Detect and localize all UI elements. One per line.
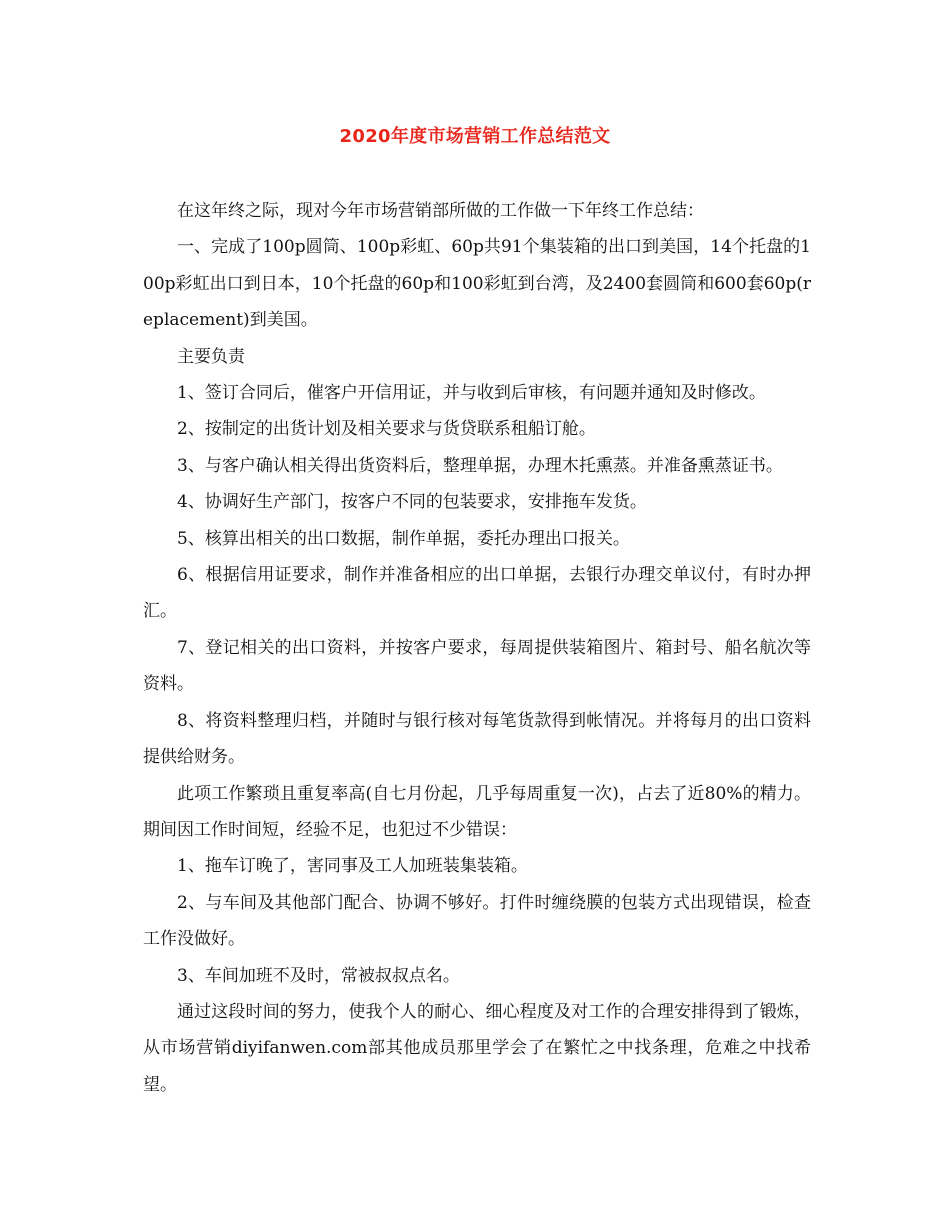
responsibility-item: 3、与客户确认相关得出货资料后，整理单据，办理木托熏蒸。并准备熏蒸证书。 — [177, 455, 783, 476]
responsibility-item: 6、根据信用证要求，制作并准备相应的出口单据，去银行办理交单议付，有时办押汇。 — [143, 565, 811, 622]
paragraph-achievements: 一、完成了100p圆筒、100p彩虹、60p共91个集装箱的出口到美国，14个托盘的100p彩虹出口到日本，10个托盘的60p和100彩虹到台湾，及2400套圆筒和600套60p(replacement)到美国。 — [143, 237, 811, 331]
responsibility-item: 1、签订合同后，催客户开信用证，并与收到后审核，有问题并通知及时修改。 — [177, 383, 766, 404]
mistake-item: 3、车间加班不及时，常被叔叔点名。 — [177, 965, 460, 986]
responsibility-item: 4、协调好生产部门，按客户不同的包装要求，安排拖车发货。 — [177, 492, 647, 513]
responsibility-item: 2、按制定的出货计划及相关要求与货贷联系租船订舱。 — [177, 419, 596, 440]
mistake-item: 1、拖车订晚了，害同事及工人加班装集装箱。 — [177, 856, 528, 877]
paragraph-workload: 此项工作繁琐且重复率高(自七月份起，几乎每周重复一次)，占去了近80%的精力。期间因工作时间短，经验不足，也犯过不少错误： — [143, 783, 811, 840]
mistake-item: 2、与车间及其他部门配合、协调不够好。打件时缠绕膜的包装方式出现错误，检查工作没做好。 — [143, 892, 811, 950]
responsibility-item: 5、核算出相关的出口数据，制作单据，委托办理出口报关。 — [177, 528, 630, 549]
document-body — [143, 193, 811, 1103]
paragraph-intro: 在这年终之际，现对今年市场营销部所做的工作做一下年终工作总结： — [177, 201, 704, 221]
paragraph-conclusion: 通过这段时间的努力，使我个人的耐心、细心程度及对工作的合理安排得到了锻炼，从市场营销diyifanwen.com部其他成员那里学会了在繁忙之中找条理，危难之中找希望。 — [143, 1001, 811, 1095]
responsibility-item: 8、将资料整理归档，并随时与银行核对每笔货款得到帐情况。并将每月的出口资料提供给财务。 — [143, 710, 811, 768]
document-title: 2020年度市场营销工作总结范文 — [339, 126, 611, 147]
paragraph-responsibilities-heading: 主要负责 — [177, 346, 245, 367]
responsibility-item: 7、登记相关的出口资料，并按客户要求，每周提供装箱图片、箱封号、船名航次等资料。 — [143, 637, 811, 695]
